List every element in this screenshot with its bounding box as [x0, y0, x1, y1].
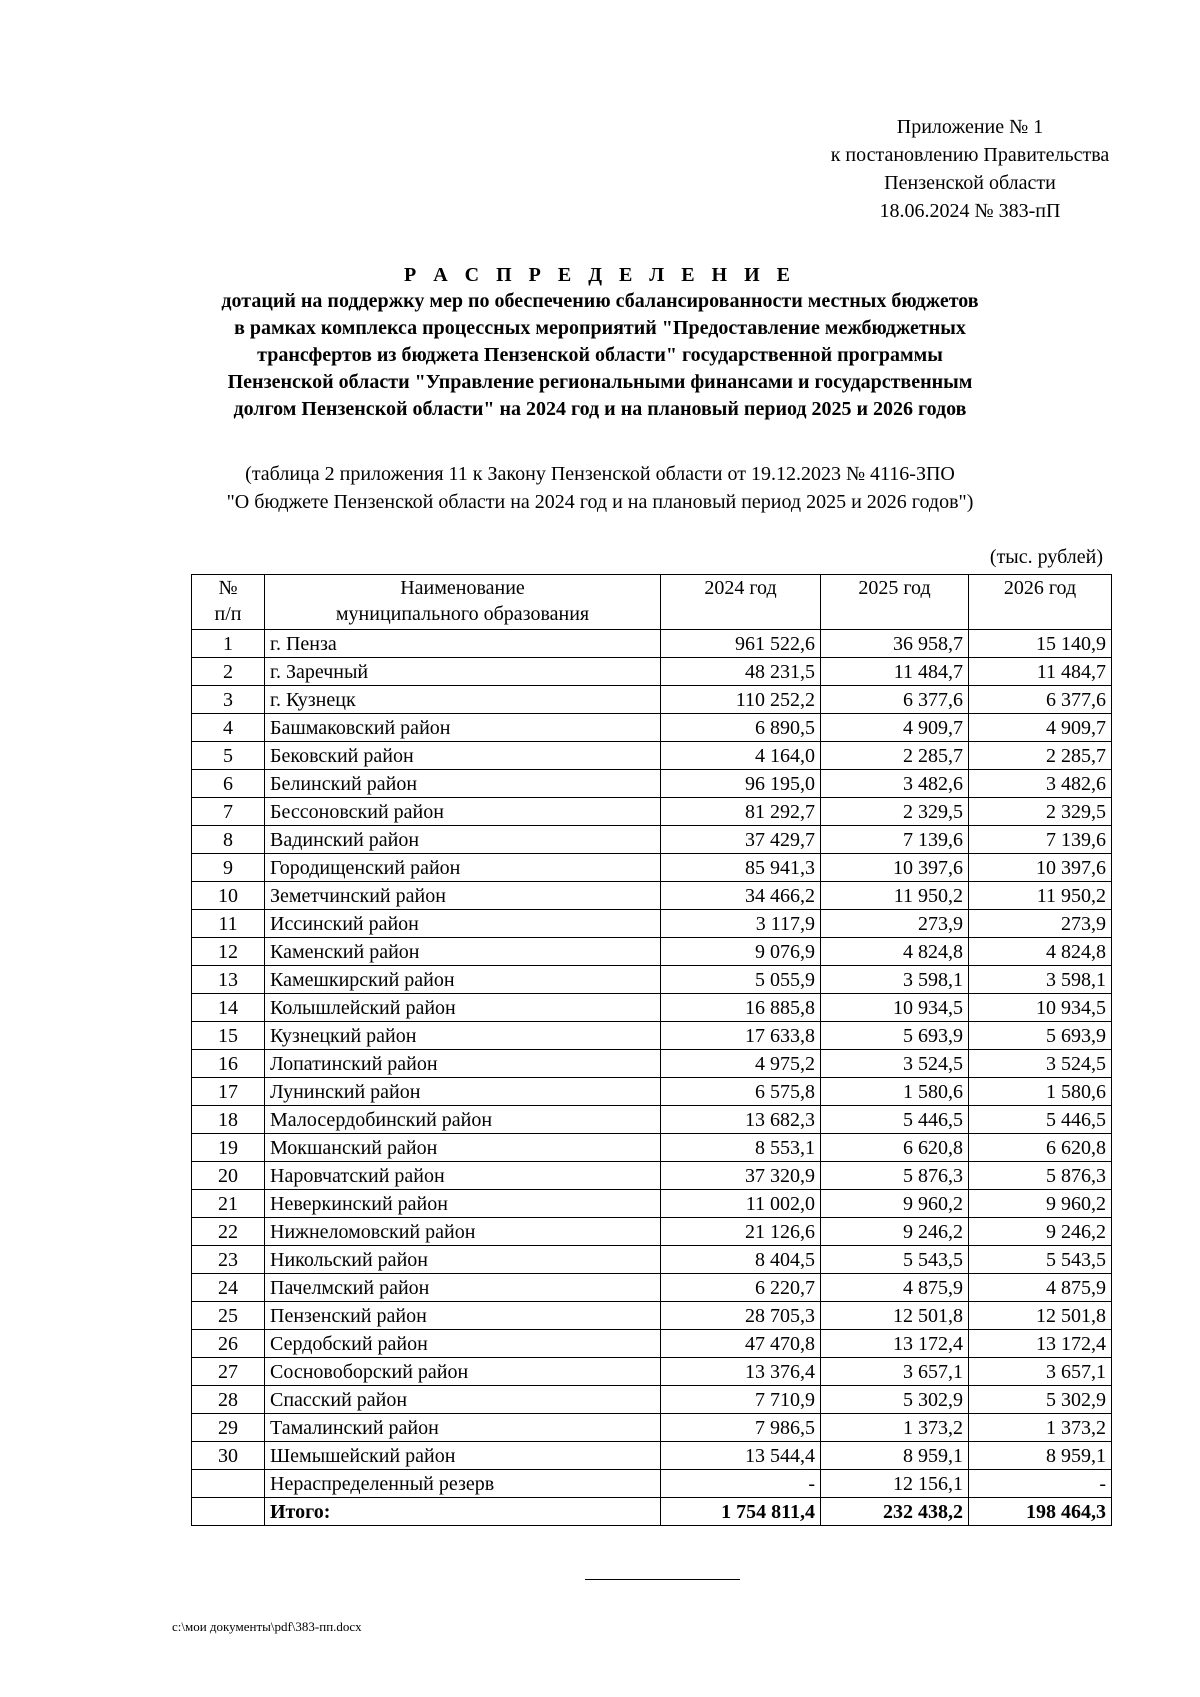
row-number: 21 [192, 1190, 265, 1218]
row-value-2024: 8 553,1 [661, 1134, 821, 1162]
row-number: 18 [192, 1106, 265, 1134]
table-row [192, 1022, 1112, 1050]
row-name: г. Пенза [265, 630, 661, 658]
row-value-2026: 273,9 [969, 910, 1112, 938]
row-value-2026: 12 501,8 [969, 1302, 1112, 1330]
table-row [192, 686, 1112, 714]
row-number: 26 [192, 1330, 265, 1358]
row-value-2026: 2 285,7 [969, 742, 1112, 770]
row-value-2026: 8 959,1 [969, 1442, 1112, 1470]
row-name: Тамалинский район [265, 1414, 661, 1442]
total-label: Итого: [265, 1498, 661, 1526]
row-value-2024: 47 470,8 [661, 1330, 821, 1358]
row-value-2025: 11 950,2 [821, 882, 969, 910]
table-header-row [192, 575, 1112, 630]
row-value-2026: 5 543,5 [969, 1246, 1112, 1274]
row-value-2024: 7 986,5 [661, 1414, 821, 1442]
row-number: 7 [192, 798, 265, 826]
row-value-2024: 16 885,8 [661, 994, 821, 1022]
row-name: Спасский район [265, 1386, 661, 1414]
row-number: 12 [192, 938, 265, 966]
row-value-2026: 11 484,7 [969, 658, 1112, 686]
row-number: 16 [192, 1050, 265, 1078]
closing-rule [585, 1579, 740, 1580]
row-name: Малосердобинский район [265, 1106, 661, 1134]
row-value-2024: 13 682,3 [661, 1106, 821, 1134]
row-value-2024: 9 076,9 [661, 938, 821, 966]
header-2026: 2026 год [969, 575, 1112, 630]
table-row [192, 854, 1112, 882]
row-value-2024: 110 252,2 [661, 686, 821, 714]
row-number: 22 [192, 1218, 265, 1246]
row-name: Пензенский район [265, 1302, 661, 1330]
total-number [192, 1498, 265, 1526]
row-name: Лопатинский район [265, 1050, 661, 1078]
row-value-2026: 4 875,9 [969, 1274, 1112, 1302]
table-row [192, 882, 1112, 910]
row-name: Никольский район [265, 1246, 661, 1274]
row-value-2025: 5 693,9 [821, 1022, 969, 1050]
row-value-2025: 4 909,7 [821, 714, 969, 742]
table-row [192, 1134, 1112, 1162]
row-value-2026: 4 824,8 [969, 938, 1112, 966]
table-row [192, 1050, 1112, 1078]
row-value-2025: 2 329,5 [821, 798, 969, 826]
row-name: Шемышейский район [265, 1442, 661, 1470]
row-number: 19 [192, 1134, 265, 1162]
row-number [192, 1470, 265, 1498]
row-value-2025: 7 139,6 [821, 826, 969, 854]
row-value-2024: 8 404,5 [661, 1246, 821, 1274]
row-number: 29 [192, 1414, 265, 1442]
total-value-2024: 1 754 811,4 [661, 1498, 821, 1526]
row-value-2026: 13 172,4 [969, 1330, 1112, 1358]
row-value-2025: 8 959,1 [821, 1442, 969, 1470]
row-number: 3 [192, 686, 265, 714]
row-value-2024: 6 220,7 [661, 1274, 821, 1302]
row-value-2025: 13 172,4 [821, 1330, 969, 1358]
row-number: 14 [192, 994, 265, 1022]
row-name: Лунинский район [265, 1078, 661, 1106]
total-value-2025: 232 438,2 [821, 1498, 969, 1526]
title-sub-3: трансфертов из бюджета Пензенской области" государственной программы [257, 344, 943, 366]
table-row [192, 1302, 1112, 1330]
row-value-2025: 36 958,7 [821, 630, 969, 658]
source-line-1: (таблица 2 приложения 11 к Закону Пензенской области от 19.12.2023 № 4116-ЗПО [245, 463, 955, 485]
row-value-2024: 13 376,4 [661, 1358, 821, 1386]
row-number: 13 [192, 966, 265, 994]
row-value-2024: 85 941,3 [661, 854, 821, 882]
row-value-2026: 7 139,6 [969, 826, 1112, 854]
table-row [192, 630, 1112, 658]
row-value-2024: 37 429,7 [661, 826, 821, 854]
row-value-2026: 3 524,5 [969, 1050, 1112, 1078]
row-name: Каменский район [265, 938, 661, 966]
table-row [192, 1386, 1112, 1414]
row-value-2025: 12 501,8 [821, 1302, 969, 1330]
row-value-2025: 10 934,5 [821, 994, 969, 1022]
row-value-2025: 6 377,6 [821, 686, 969, 714]
row-value-2026: - [969, 1470, 1112, 1498]
row-name: Белинский район [265, 770, 661, 798]
file-path-footer: c:\мои документы\pdf\383-пп.docx [172, 1619, 362, 1634]
row-value-2026: 5 302,9 [969, 1386, 1112, 1414]
row-value-2026: 11 950,2 [969, 882, 1112, 910]
table-row [192, 1078, 1112, 1106]
row-number: 27 [192, 1358, 265, 1386]
row-value-2024: 48 231,5 [661, 658, 821, 686]
table-row [192, 770, 1112, 798]
row-number: 23 [192, 1246, 265, 1274]
appendix-line-3: Пензенской области [884, 172, 1056, 194]
table-row [192, 1246, 1112, 1274]
row-value-2025: 5 302,9 [821, 1386, 969, 1414]
row-name: Наровчатский район [265, 1162, 661, 1190]
row-value-2026: 6 377,6 [969, 686, 1112, 714]
header-number-line-1: № [218, 577, 238, 599]
row-value-2024: 5 055,9 [661, 966, 821, 994]
table-row [192, 658, 1112, 686]
row-value-2026: 6 620,8 [969, 1134, 1112, 1162]
title-main: Р А С П Р Е Д Е Л Е Н И Е [403, 264, 796, 286]
row-number: 30 [192, 1442, 265, 1470]
title-sub-2: в рамках комплекса процессных мероприятий "Предоставление межбюджетных [234, 317, 966, 339]
table-row [192, 714, 1112, 742]
row-number: 17 [192, 1078, 265, 1106]
row-name: Городищенский район [265, 854, 661, 882]
row-number: 5 [192, 742, 265, 770]
table-row [192, 1218, 1112, 1246]
header-number-line-2: п/п [214, 603, 242, 625]
row-value-2024: 6 890,5 [661, 714, 821, 742]
row-value-2024: 34 466,2 [661, 882, 821, 910]
appendix-line-2: к постановлению Правительства [830, 144, 1110, 166]
table-body [192, 630, 1112, 1526]
table-row [192, 1470, 1112, 1498]
row-value-2024: 11 002,0 [661, 1190, 821, 1218]
row-value-2025: 11 484,7 [821, 658, 969, 686]
row-value-2024: 81 292,7 [661, 798, 821, 826]
row-value-2025: 5 876,3 [821, 1162, 969, 1190]
table-row [192, 742, 1112, 770]
row-value-2026: 3 598,1 [969, 966, 1112, 994]
header-2024: 2024 год [661, 575, 821, 630]
table-row [192, 1358, 1112, 1386]
row-value-2025: 1 580,6 [821, 1078, 969, 1106]
table-row [192, 798, 1112, 826]
row-value-2025: 10 397,6 [821, 854, 969, 882]
row-value-2026: 3 482,6 [969, 770, 1112, 798]
title-sub-1: дотаций на поддержку мер по обеспечению сбалансированности местных бюджетов [221, 290, 979, 312]
row-value-2025: 4 875,9 [821, 1274, 969, 1302]
row-value-2025: 1 373,2 [821, 1414, 969, 1442]
row-name: Сердобский район [265, 1330, 661, 1358]
row-value-2025: 6 620,8 [821, 1134, 969, 1162]
row-value-2024: 96 195,0 [661, 770, 821, 798]
row-name: г. Кузнецк [265, 686, 661, 714]
row-value-2026: 10 934,5 [969, 994, 1112, 1022]
row-value-2026: 1 373,2 [969, 1414, 1112, 1442]
row-value-2026: 9 246,2 [969, 1218, 1112, 1246]
table-row [192, 1190, 1112, 1218]
row-number: 10 [192, 882, 265, 910]
table-row [192, 1162, 1112, 1190]
units-label: (тыс. рублей) [989, 546, 1103, 568]
row-value-2024: 37 320,9 [661, 1162, 821, 1190]
header-2025: 2025 год [821, 575, 969, 630]
row-name: Пачелмский район [265, 1274, 661, 1302]
table-row [192, 966, 1112, 994]
row-number: 1 [192, 630, 265, 658]
row-number: 2 [192, 658, 265, 686]
row-number: 8 [192, 826, 265, 854]
row-value-2026: 5 446,5 [969, 1106, 1112, 1134]
row-name: Мокшанский район [265, 1134, 661, 1162]
row-value-2025: 12 156,1 [821, 1470, 969, 1498]
row-value-2024: - [661, 1470, 821, 1498]
row-value-2024: 28 705,3 [661, 1302, 821, 1330]
header-number [192, 575, 265, 630]
title-sub-4: Пензенской области "Управление региональными финансами и государственным [227, 371, 973, 393]
table-row [192, 1274, 1112, 1302]
table-row [192, 826, 1112, 854]
row-number: 28 [192, 1386, 265, 1414]
row-value-2024: 13 544,4 [661, 1442, 821, 1470]
row-value-2025: 3 598,1 [821, 966, 969, 994]
row-value-2024: 21 126,6 [661, 1218, 821, 1246]
row-value-2024: 6 575,8 [661, 1078, 821, 1106]
row-value-2025: 3 657,1 [821, 1358, 969, 1386]
row-value-2024: 961 522,6 [661, 630, 821, 658]
row-value-2025: 3 524,5 [821, 1050, 969, 1078]
row-name: г. Заречный [265, 658, 661, 686]
row-name: Колышлейский район [265, 994, 661, 1022]
row-name: Нижнеломовский район [265, 1218, 661, 1246]
row-value-2025: 9 960,2 [821, 1190, 969, 1218]
row-value-2025: 3 482,6 [821, 770, 969, 798]
row-value-2024: 4 164,0 [661, 742, 821, 770]
row-value-2026: 10 397,6 [969, 854, 1112, 882]
row-value-2025: 2 285,7 [821, 742, 969, 770]
row-name: Башмаковский район [265, 714, 661, 742]
header-name [265, 575, 661, 630]
row-name: Иссинский район [265, 910, 661, 938]
row-value-2026: 1 580,6 [969, 1078, 1112, 1106]
table-row [192, 1330, 1112, 1358]
row-value-2026: 2 329,5 [969, 798, 1112, 826]
row-name: Кузнецкий район [265, 1022, 661, 1050]
row-value-2025: 5 543,5 [821, 1246, 969, 1274]
row-name: Сосновоборский район [265, 1358, 661, 1386]
row-name: Бековский район [265, 742, 661, 770]
total-value-2026: 198 464,3 [969, 1498, 1112, 1526]
header-name-line-1: Наименование [400, 577, 525, 599]
row-value-2024: 4 975,2 [661, 1050, 821, 1078]
table-row [192, 910, 1112, 938]
row-number: 9 [192, 854, 265, 882]
row-value-2024: 3 117,9 [661, 910, 821, 938]
appendix-line-4: 18.06.2024 № 383-пП [879, 200, 1061, 222]
row-number: 15 [192, 1022, 265, 1050]
row-number: 25 [192, 1302, 265, 1330]
row-value-2025: 5 446,5 [821, 1106, 969, 1134]
row-value-2024: 7 710,9 [661, 1386, 821, 1414]
row-value-2026: 5 876,3 [969, 1162, 1112, 1190]
row-name: Нераспределенный резерв [265, 1470, 661, 1498]
row-number: 11 [192, 910, 265, 938]
row-number: 6 [192, 770, 265, 798]
row-value-2025: 9 246,2 [821, 1218, 969, 1246]
table-row [192, 994, 1112, 1022]
table-row [192, 1106, 1112, 1134]
row-name: Неверкинский район [265, 1190, 661, 1218]
row-value-2025: 273,9 [821, 910, 969, 938]
row-name: Камешкирский район [265, 966, 661, 994]
row-number: 4 [192, 714, 265, 742]
appendix-line-1: Приложение № 1 [896, 116, 1044, 138]
row-value-2026: 9 960,2 [969, 1190, 1112, 1218]
source-line-2: "О бюджете Пензенской области на 2024 год и на плановый период 2025 и 2026 годов") [226, 491, 974, 513]
row-number: 24 [192, 1274, 265, 1302]
row-value-2026: 3 657,1 [969, 1358, 1112, 1386]
row-name: Вадинский район [265, 826, 661, 854]
appendix-block [800, 113, 1140, 225]
row-value-2026: 5 693,9 [969, 1022, 1112, 1050]
table-row [192, 1442, 1112, 1470]
row-value-2024: 17 633,8 [661, 1022, 821, 1050]
document-title [150, 262, 1050, 423]
row-value-2025: 4 824,8 [821, 938, 969, 966]
row-value-2026: 4 909,7 [969, 714, 1112, 742]
title-sub-5: долгом Пензенской области" на 2024 год и на плановый период 2025 и 2026 годов [233, 398, 967, 420]
source-reference [150, 460, 1050, 516]
table-row [192, 938, 1112, 966]
row-number: 20 [192, 1162, 265, 1190]
row-value-2026: 15 140,9 [969, 630, 1112, 658]
distribution-table [191, 574, 1112, 1526]
header-name-line-2: муниципального образования [335, 603, 590, 625]
table-row [192, 1414, 1112, 1442]
row-name: Земетчинский район [265, 882, 661, 910]
row-name: Бессоновский район [265, 798, 661, 826]
table-total-row [192, 1498, 1112, 1526]
